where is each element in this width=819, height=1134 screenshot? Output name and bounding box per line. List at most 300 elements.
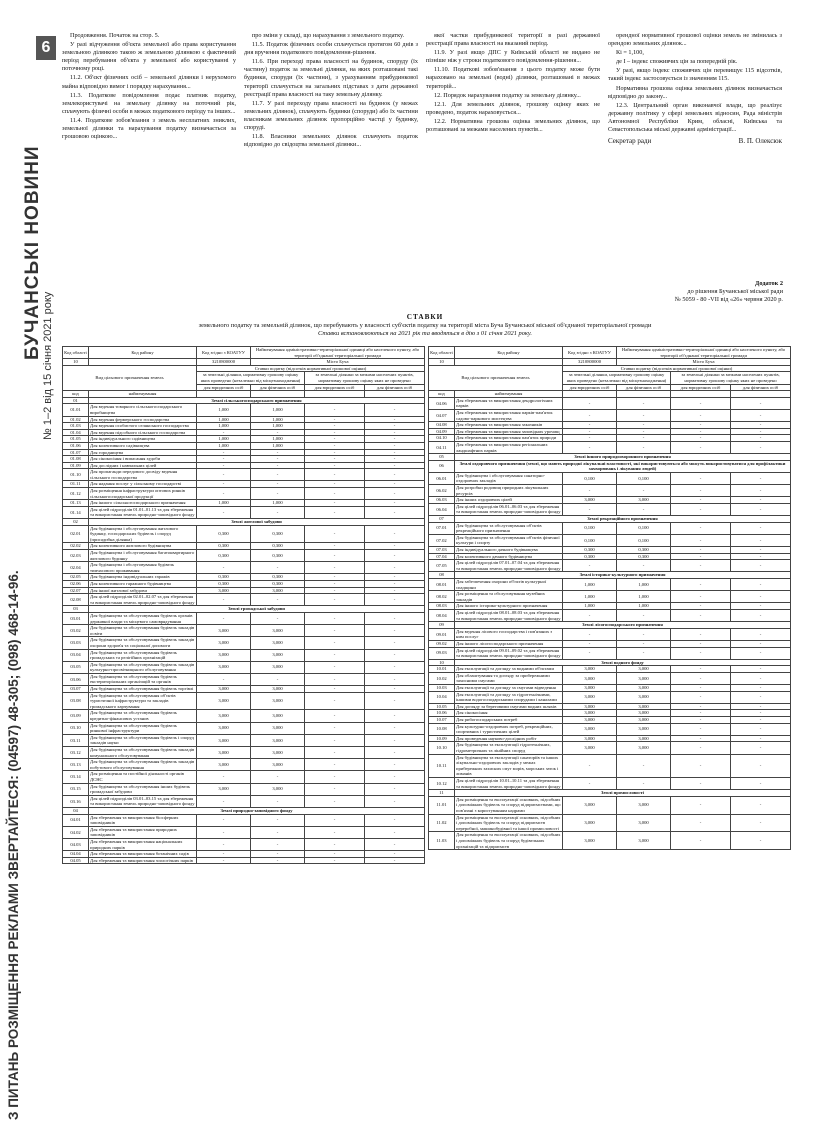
rate-cell: 3,000 (251, 686, 305, 693)
rate-cell: - (305, 673, 365, 685)
row-code: 01.02 (63, 416, 89, 423)
table-row (63, 587, 425, 594)
row-name: Для розміщення інфраструктури оптових ринків сільськогосподарської продукції (89, 488, 197, 500)
rate-cell: - (365, 814, 425, 826)
rate-cell: 3,000 (197, 734, 251, 746)
rate-cell: - (197, 814, 251, 826)
section-row (63, 606, 425, 613)
rate-cell: - (251, 462, 305, 469)
rate-cell: 0,300 (197, 550, 251, 562)
row-name: Для розміщення та експлуатації основних, підсобних і допоміжних будівель та споруд підприємствами, що пов'язані з користуванням надрами (456, 796, 561, 813)
secretary-label: Секретар ради (608, 137, 652, 146)
rate-cell: 1,000 (563, 591, 617, 603)
table-row (429, 628, 791, 640)
rate-cell: - (365, 442, 425, 449)
rate-cell: - (563, 485, 617, 497)
rate-cell: - (563, 409, 617, 421)
rate-cell: 3,000 (251, 783, 305, 795)
rate-cell: - (305, 814, 365, 826)
rate-cell: - (731, 472, 791, 484)
row-code: 02.03 (63, 550, 89, 562)
rate-cell: - (731, 647, 791, 659)
rate-cell: 0,100 (617, 472, 671, 484)
advertising-contact: З ПИТАНЬ РОЗМІЩЕННЯ РЕКЛАМИ ЗВЕРТАЙТЕСЯ: (04597) 48-305; (098) 468-14-96. (6, 570, 21, 1120)
header-cell: Ставки податку (відсотків нормативної грошової оцінки) (563, 365, 791, 372)
row-name: Для забезпечення охорони об'єктів культурної спадщини (455, 578, 563, 590)
rate-cell: - (365, 649, 425, 661)
row-name: Для культурно-оздоровчих потреб, рекреаційних, спортивних і туристичних цілей (455, 723, 563, 735)
rate-cell: - (197, 771, 251, 783)
paragraph: де І – індекс споживчих цін за попередній рік. (616, 58, 738, 66)
rate-cell: 1,000 (197, 416, 251, 423)
table-row (429, 503, 791, 515)
table-row (429, 409, 791, 421)
rate-cell: 3,000 (617, 710, 671, 717)
header-cell: Код району (455, 347, 563, 359)
row-name: Для цілей підрозділів 07.01–07.04 та для збереження та використання земель природно-заповідного фонду (456, 560, 561, 571)
row-code: 03.16 (63, 795, 89, 807)
row-code: 02.05 (63, 574, 89, 581)
rate-cell: - (365, 469, 425, 481)
rate-cell: 1,000 (617, 578, 671, 590)
row-code: 01.03 (63, 423, 89, 430)
section-code: 01 (63, 397, 89, 404)
rate-cell: - (671, 428, 731, 435)
row-code: 01.01 (63, 404, 89, 416)
rate-cell: - (305, 550, 365, 562)
rate-cell: 1,000 (197, 404, 251, 416)
rate-cell: - (365, 562, 425, 574)
rate-cell: - (251, 429, 305, 436)
rate-cell: 3,000 (563, 723, 617, 735)
table-row (429, 735, 791, 742)
rate-cell: 1,000 (197, 500, 251, 507)
paragraph: Нормативна грошова оцінка земельних ділянок визначається відповідно до закону... (608, 84, 782, 100)
row-code: 06.02 (429, 485, 455, 497)
rate-cell: - (305, 456, 365, 463)
rate-cell: - (617, 428, 671, 435)
rate-cell: - (671, 553, 731, 560)
header-cell: для юридичних осіб (671, 384, 731, 391)
rate-cell: 3,000 (197, 747, 251, 759)
rate-cell: 1,000 (251, 500, 305, 507)
rate-cell: - (731, 553, 791, 560)
table-row (63, 525, 425, 543)
rate-cell: 3,000 (617, 672, 671, 684)
rate-cell: - (305, 580, 365, 587)
table-row (63, 423, 425, 430)
rate-cell: - (305, 710, 365, 722)
header-cell: за земельні ділянки, нормативну грошову оцінку яких проведено (незалежно від місцезнаходження) (197, 372, 305, 384)
rate-cell: - (731, 609, 791, 621)
article-column-4 (608, 32, 782, 272)
rate-cell: - (671, 777, 731, 789)
rate-cell: - (731, 685, 791, 692)
row-code: 02.04 (63, 562, 89, 574)
row-name: Для будівництва та обслуговування об'єктів рекреаційного призначення (455, 522, 563, 534)
rate-cell: - (365, 587, 425, 594)
rate-cell: - (305, 481, 365, 488)
header-cell: для фізичних осіб (617, 384, 671, 391)
rate-cell: - (305, 661, 365, 673)
rate-cell: - (731, 628, 791, 640)
rate-cell: - (671, 397, 731, 409)
rate-cell: 0,100 (563, 534, 617, 546)
table-row (63, 580, 425, 587)
rate-cell: - (365, 488, 425, 500)
rate-cell: 3,000 (251, 649, 305, 661)
sidebar (0, 0, 56, 1134)
rate-cell: - (671, 742, 731, 754)
paragraph: 11.4. Податкове зобов'язання з земель несплатних зниклих, земельної ділянки та нарахування податку визначається за грошовою оцінкою... (62, 116, 236, 141)
rate-cell: - (617, 435, 671, 442)
row-name: Для облаштування та догляду за прибережними захисними смугами (455, 672, 563, 684)
rate-cell: - (305, 488, 365, 500)
paragraph: орендної нормативної грошової оцінки земель не змінилась з орендою земельних ділянок... (608, 32, 782, 48)
rate-cell: - (251, 795, 305, 807)
table-row (63, 574, 425, 581)
rate-cell: 3,000 (617, 735, 671, 742)
rate-cell: - (365, 686, 425, 693)
row-name: Для цілей підрозділів 09.01–09.02 та для збереження та використання земель природно-заповідного фонду (456, 647, 561, 659)
row-name: Для цілей підрозділів 08.01–08.03 та для збереження та використання земель природно-заповідного фонду (456, 609, 561, 621)
rate-cell: - (365, 429, 425, 436)
rate-cell: - (305, 722, 365, 734)
rate-cell: - (671, 640, 731, 647)
rate-cell: - (365, 661, 425, 673)
rate-cell: 0,300 (563, 553, 617, 560)
rate-cell: - (365, 673, 425, 685)
rate-cell: - (197, 612, 251, 624)
table-row (63, 686, 425, 693)
row-code: 03.11 (63, 734, 89, 746)
paragraph: 11.2. Об'єкт фізичних осіб – земельної ділянки і нерухомого майна відповідно вимог і порядку нарахування... (62, 74, 236, 90)
rate-cell: - (731, 578, 791, 590)
rate-cell: 0,300 (251, 580, 305, 587)
paragraph: 11.5. Податок фізичних особи сплачується протягом 60 днів з дня вручення податкового повідомлення-рішення. (244, 41, 418, 57)
table-row (63, 506, 425, 518)
rate-cell: 1,000 (563, 578, 617, 590)
table-row (429, 666, 791, 673)
rate-cell: - (251, 488, 305, 500)
rate-cell: - (563, 503, 617, 515)
header-cell: Код згідно з КОАТУУ (197, 347, 251, 359)
rate-cell: 0,100 (563, 472, 617, 484)
rate-cell: 3,000 (563, 710, 617, 717)
rate-cell: - (671, 472, 731, 484)
rate-cell: - (731, 503, 791, 515)
rate-cell: - (731, 754, 791, 777)
rate-cell: - (197, 795, 251, 807)
rate-cell: - (305, 612, 365, 624)
row-name: Для будівництва та обслуговування будівель ринкової інфраструктури (89, 722, 197, 734)
row-name: Для ведення фермерського господарства (89, 416, 197, 423)
row-code: 03.05 (63, 661, 89, 673)
section-row (429, 516, 791, 523)
row-code: 03.14 (63, 771, 89, 783)
table-row (63, 436, 425, 443)
table-row (63, 488, 425, 500)
section-name: Землі промисловості (455, 790, 791, 797)
rate-cell: - (671, 497, 731, 504)
section-name: Землі природно-заповідного фонду (89, 807, 425, 814)
rate-cell: - (671, 691, 731, 703)
header-cell: найменування (455, 391, 563, 398)
secretary-name: В. П. Олексюк (738, 137, 782, 146)
table-row (63, 857, 425, 864)
paragraph: якої частки прибудинкової території в разі державної реєстрації права власності на вказаний період. (426, 32, 600, 48)
issue-info: № 1–2 від 15 січня 2021 року (42, 291, 54, 440)
rate-cell: - (305, 686, 365, 693)
rate-cell: - (731, 666, 791, 673)
rate-cell: - (305, 436, 365, 443)
row-code: 02.01 (63, 525, 89, 543)
row-code: 02.06 (63, 580, 89, 587)
row-code: 04.09 (429, 428, 455, 435)
rate-cell: - (365, 826, 425, 838)
row-code: 04.08 (429, 422, 455, 429)
row-name: Для сінокосіння (455, 710, 563, 717)
row-name: Для іншого лісогосподарського призначення (455, 640, 563, 647)
row-name: Для експлуатації та догляду за водними об'єктами (455, 666, 563, 673)
rate-cell: - (251, 456, 305, 463)
rate-cell: - (671, 666, 731, 673)
section-code: 05 (429, 454, 455, 461)
rate-cell: 3,000 (563, 685, 617, 692)
section-row (63, 519, 425, 526)
rate-cell: 3,000 (251, 710, 305, 722)
row-code: 07.01 (429, 522, 455, 534)
row-name: Для збереження та використання дендрологічних парків (455, 397, 563, 409)
header-cell: Код району (89, 347, 197, 359)
rate-cell: - (731, 522, 791, 534)
rate-cell: - (671, 485, 731, 497)
paragraph: 12.2. Нормативна грошова оцінка земельних ділянок, що розташовані за межами населених пунктів... (426, 117, 600, 134)
rate-cell: 3,000 (251, 661, 305, 673)
rate-cell: - (251, 814, 305, 826)
row-name: Для розміщення та обслуговування музейних закладів (455, 591, 563, 603)
rate-cell: - (305, 734, 365, 746)
header-cell: за земельні ділянки за межами населених пунктів, нормативну грошову оцінку яких не проведено (671, 372, 791, 384)
rate-cell: - (305, 562, 365, 574)
table-note: Ставки встановлюються на 2021 рік та вводяться в дію з 01 січня 2021 року. (318, 330, 532, 337)
rate-cell: 0,300 (251, 550, 305, 562)
table-row (63, 771, 425, 783)
table-row (429, 522, 791, 534)
rate-cell: - (731, 832, 791, 850)
section-row (429, 790, 791, 797)
rate-cell: 3,000 (197, 783, 251, 795)
row-name: Для збереження та використання національних природних парків (89, 838, 197, 850)
table-row (63, 462, 425, 469)
rate-cell: 0,300 (251, 574, 305, 581)
rate-cell: - (197, 469, 251, 481)
rate-cell: - (305, 462, 365, 469)
header-row (63, 347, 425, 359)
section-name: Землі громадської забудови (89, 606, 425, 613)
rate-cell: 3,000 (197, 649, 251, 661)
rate-cell: 3,000 (197, 686, 251, 693)
row-code: 11.02 (429, 814, 455, 832)
row-name: Для збереження та використання парків-пам'яток садово-паркового мистецтва (455, 409, 563, 421)
rate-cell: 3,000 (251, 587, 305, 594)
row-code: 06.01 (429, 472, 455, 484)
rate-cell: - (305, 469, 365, 481)
rate-cell: - (365, 857, 425, 864)
row-code: 06.04 (429, 503, 455, 515)
table-cell: 3210800000 (563, 359, 617, 366)
row-code: 04.03 (63, 838, 89, 850)
rate-cell: 1,000 (251, 442, 305, 449)
rate-cell: 3,000 (563, 691, 617, 703)
rate-cell: - (731, 409, 791, 421)
rate-cell: - (731, 640, 791, 647)
row-code: 07.05 (429, 560, 455, 572)
row-code: 10.06 (429, 710, 455, 717)
rate-cell: - (197, 429, 251, 436)
rate-cell: 1,000 (617, 591, 671, 603)
rate-cell: 3,000 (617, 832, 671, 850)
row-name: Для розміщення та постійної діяльності органів ДСНС (89, 771, 197, 783)
rate-cell: - (305, 423, 365, 430)
table-row (429, 647, 791, 659)
section-row (429, 622, 791, 629)
annex-block (583, 280, 783, 304)
table-row (63, 625, 425, 637)
row-code: 10.07 (429, 717, 455, 724)
rate-cell: - (251, 771, 305, 783)
rate-cell: - (251, 469, 305, 481)
table-row (429, 640, 791, 647)
paragraph: 11.9. У разі якщо ДПС у Київській області не видано не пізніше ніж у строки податкового повідомлення-рішення... (426, 49, 600, 65)
row-name: Для збереження та використання регіональних ландшафтних парків (455, 441, 563, 453)
table-row (429, 472, 791, 484)
rate-cell: - (305, 783, 365, 795)
rate-cell: 1,000 (197, 442, 251, 449)
rate-cell: - (671, 435, 731, 442)
table-row (63, 637, 425, 649)
row-name: Для будівництва та обслуговування будівель закладів побутового обслуговування (89, 759, 197, 771)
row-name: Для збереження та використання зоологічних парків (89, 857, 197, 864)
section-code: 10 (429, 659, 455, 666)
row-code: 01.12 (63, 488, 89, 500)
table-row (63, 692, 425, 710)
article-columns (62, 32, 782, 272)
rate-cell: - (197, 481, 251, 488)
row-code: 09.03 (429, 647, 455, 659)
rate-cell: 3,000 (617, 717, 671, 724)
table-cell: 3210800000 (197, 359, 251, 366)
rate-cell: - (731, 796, 791, 814)
rate-cell: - (305, 851, 365, 858)
row-name: Для будівництва та обслуговування будівель закладів освіти (89, 625, 197, 637)
table-row (63, 543, 425, 550)
rate-cell: - (563, 422, 617, 429)
table-cell (251, 391, 305, 398)
rate-cell: - (563, 754, 617, 777)
rate-cell: - (671, 609, 731, 621)
rate-cell: - (251, 857, 305, 864)
rate-cell: - (365, 594, 425, 606)
table-row (63, 594, 425, 606)
annex-label: Додаток 2 (755, 280, 783, 287)
rate-cell: - (365, 423, 425, 430)
table-row (429, 422, 791, 429)
table-row (429, 497, 791, 504)
rate-cell: 0,300 (197, 543, 251, 550)
rate-cell: 3,000 (251, 747, 305, 759)
rate-cell: 3,000 (563, 735, 617, 742)
rate-cell: 3,000 (617, 685, 671, 692)
table-row (429, 777, 791, 789)
row-name: Для будівництва та обслуговування об'єктів туристичної інфраструктури та закладів громадського харчування (89, 692, 197, 710)
rate-cell: - (365, 759, 425, 771)
rate-cell: - (731, 691, 791, 703)
rate-cell: 3,000 (617, 703, 671, 710)
row-code: 01.14 (63, 506, 89, 518)
rate-cell: - (251, 673, 305, 685)
section-row (429, 454, 791, 461)
rate-cell: - (617, 441, 671, 453)
section-row (429, 659, 791, 666)
header-cell: для фізичних осіб (251, 384, 305, 391)
row-code: 03.12 (63, 747, 89, 759)
rate-cell: - (365, 436, 425, 443)
rate-cell: - (671, 409, 731, 421)
rate-cell: 1,000 (197, 436, 251, 443)
rate-cell: 0,100 (617, 522, 671, 534)
row-code: 04.05 (63, 857, 89, 864)
row-name: Для ведення лісового господарства і пов'язаних з ним послуг (455, 628, 563, 640)
header-row (429, 359, 791, 366)
table-row (429, 547, 791, 554)
rate-cell: - (251, 838, 305, 850)
table-row (63, 661, 425, 673)
table-row (429, 691, 791, 703)
row-name: Для рибогосподарських потреб (455, 717, 563, 724)
row-code: 01.07 (63, 449, 89, 456)
row-name: Для ведення особистого селянського господарства (89, 423, 197, 430)
header-cell: для фізичних осіб (365, 384, 425, 391)
section-code: 11 (429, 790, 455, 797)
rate-cell: - (671, 723, 731, 735)
rate-cell: - (305, 759, 365, 771)
row-name: Для ведення товарного сільськогосподарського виробництва (89, 404, 197, 416)
rate-cell: - (305, 625, 365, 637)
rate-cell: - (731, 723, 791, 735)
rate-cell: 3,000 (563, 796, 617, 814)
row-code: 07.03 (429, 547, 455, 554)
rate-cell: - (617, 422, 671, 429)
table-row (63, 429, 425, 436)
rate-cell: 3,000 (563, 814, 617, 832)
rate-cell: 3,000 (617, 497, 671, 504)
rate-cell: - (305, 506, 365, 518)
row-name: Для цілей підрозділів 02.01–02.07 та для збереження та використання земель природно-заповідного фонду (90, 594, 195, 605)
table-cell: 10 (63, 359, 89, 366)
table-row (429, 553, 791, 560)
rate-cell: - (671, 735, 731, 742)
rate-cell: 3,000 (563, 742, 617, 754)
rate-cell: - (671, 522, 731, 534)
row-code: 10.12 (429, 777, 455, 789)
rate-cell: 1,000 (251, 416, 305, 423)
rate-cell: - (731, 735, 791, 742)
rate-cell: 1,000 (251, 436, 305, 443)
article-column-3 (426, 32, 600, 272)
rate-cell: - (731, 428, 791, 435)
rate-cell: - (365, 580, 425, 587)
